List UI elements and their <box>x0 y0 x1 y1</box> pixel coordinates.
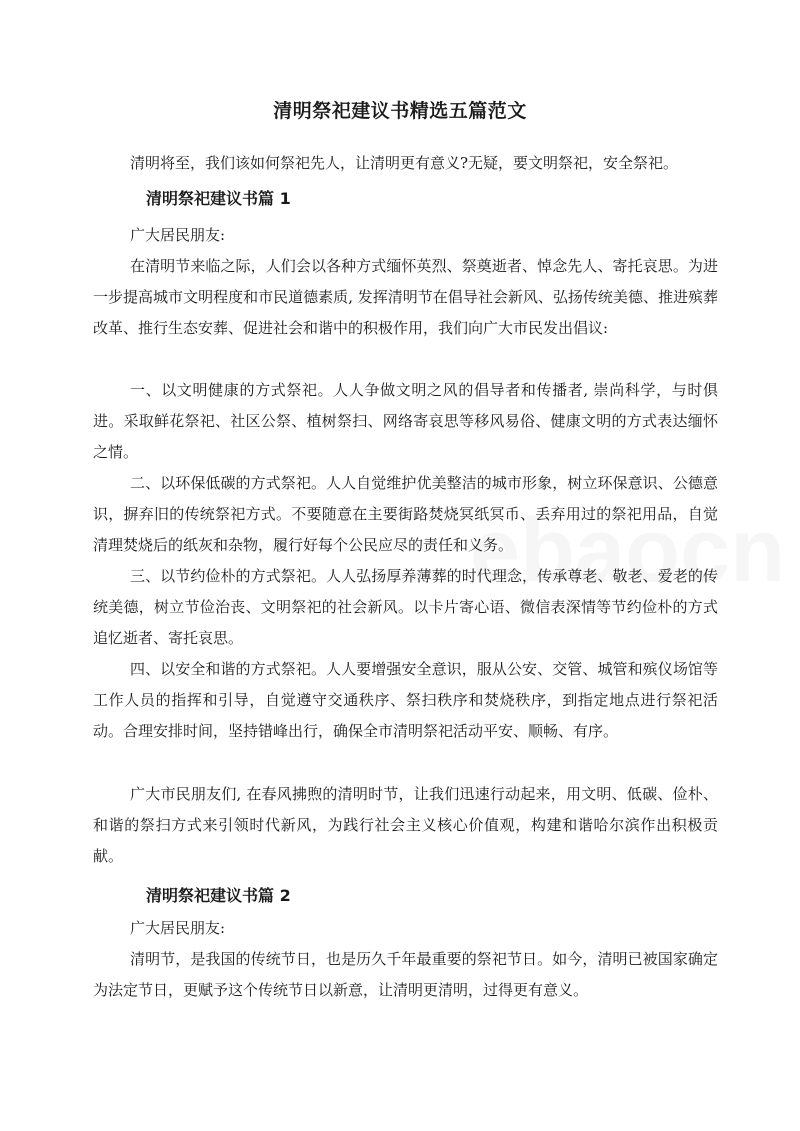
section-1-paragraph-5: 四、以安全和谐的方式祭祀。人人要增强安全意识，服从公安、交管、城管和殡仪场馆等工作人员的指挥和引导，自觉遵守交通秩序、祭扫秩序和焚烧秩序，到指定地点进行祭祀活动。合理安排时间，坚持错峰出行，确保全市清明祭祀活动平安、顺畅、有序。 <box>93 660 718 740</box>
document-title: 清明祭祀建议书精选五篇范文 <box>273 100 527 122</box>
section-1-salutation: 广大居民朋友: <box>130 226 226 244</box>
section-2-salutation: 广大居民朋友: <box>130 919 226 937</box>
section-1-heading: 清明祭祀建议书篇 1 <box>146 189 291 208</box>
section-2-paragraph-1: 清明节，是我国的传统节日，也是历久千年最重要的祭祀节日。如今，清明已被国家确定为法定节日，更赋予这个传统节日以新意，让清明更清明，过得更有意义。 <box>93 950 718 999</box>
section-1-paragraph-4: 三、以节约俭朴的方式祭祀。人人弘扬厚养薄葬的时代理念，传承尊老、敬老、爱老的传统美德，树立节俭治丧、文明祭祀的社会新风。以卡片寄心语、微信表深情等节约俭朴的方式追忆逝者、寄托哀思。 <box>93 567 718 647</box>
section-1-paragraph-1: 在清明节来临之际，人们会以各种方式缅怀英烈、祭奠逝者、悼念先人、寄托哀思。为进一步提高城市文明程度和市民道德素质, 发挥清明节在倡导社会新风、弘扬传统美德、推进殡葬改革、推行生态安葬、促进社会和谐中的积极作用，我们向广大市民发出倡议: <box>93 257 718 337</box>
section-1-paragraph-3: 二、以环保低碳的方式祭祀。人人自觉维护优美整洁的城市形象，树立环保意识、公德意识，摒弃旧的传统祭祀方式。不要随意在主要街路焚烧冥纸冥币、丢弃用过的祭祀用品，自觉清理焚烧后的纸灰和杂物，履行好每个公民应尽的责任和义务。 <box>93 474 718 554</box>
section-2-heading: 清明祭祀建议书篇 2 <box>146 886 291 905</box>
section-1-paragraph-2: 一、以文明健康的方式祭祀。人人争做文明之风的倡导者和传播者, 崇尚科学，与时俱进。采取鲜花祭祀、社区公祭、植树祭扫、网络寄哀思等移风易俗、健康文明的方式表达缅怀之情。 <box>93 381 718 461</box>
intro-paragraph: 清明将至，我们该如何祭祀先人，让清明更有意义?无疑，要文明祭祀，安全祭祀。 <box>130 154 679 172</box>
section-1-paragraph-6: 广大市民朋友们, 在春风拂煦的清明时节，让我们迅速行动起来，用文明、低碳、俭朴、和谐的祭扫方式来引领时代新风，为践行社会主义核心价值观，构建和谐哈尔滨作出积极贡献。 <box>93 785 718 865</box>
